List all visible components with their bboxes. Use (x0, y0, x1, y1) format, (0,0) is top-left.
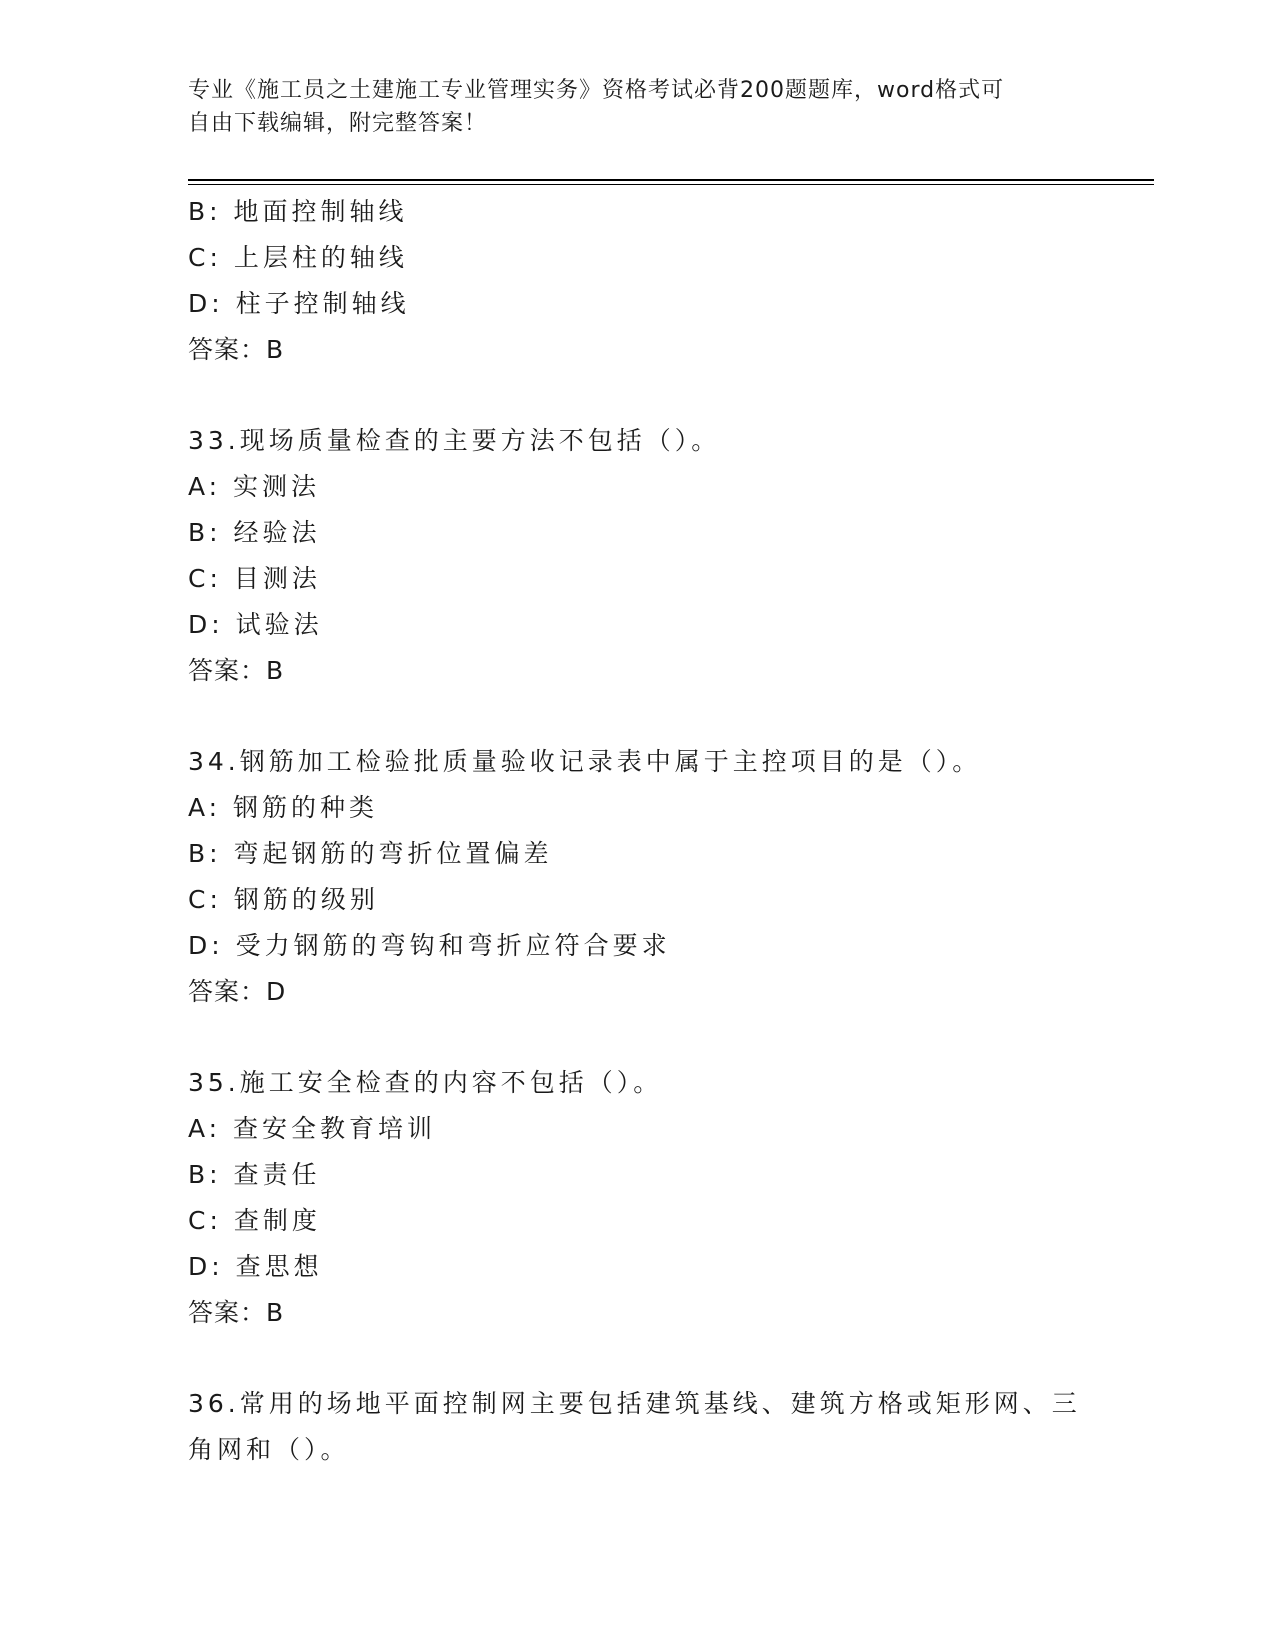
answer: 答案：B (188, 335, 285, 364)
option-c: C: 查制度 (188, 1206, 321, 1235)
option-b: B: 经验法 (188, 518, 321, 547)
answer: 答案：D (188, 977, 287, 1006)
option-d: D: 受力钢筋的弯钩和弯折应符合要求 (188, 931, 671, 960)
option-d: D: 试验法 (188, 610, 323, 639)
spacer (188, 373, 1108, 418)
option-a: A: 钢筋的种类 (188, 793, 379, 822)
question-stem: 35.施工安全检查的内容不包括（）。 (188, 1068, 663, 1097)
question-35 (188, 1060, 1108, 1336)
header-divider-thick (188, 179, 1154, 181)
question-stem: 34.钢筋加工检验批质量验收记录表中属于主控项目的是（）。 (188, 747, 982, 776)
header-line-1: 专业《施工员之土建施工专业管理实务》资格考试必背200题题库，word格式可 (188, 78, 1005, 103)
option-b: B: 地面控制轴线 (188, 197, 408, 226)
question-list (188, 189, 1108, 1473)
question-34 (188, 739, 1108, 1015)
header-line-2: 自由下载编辑，附完整答案！ (188, 111, 488, 136)
option-c: C: 钢筋的级别 (188, 885, 379, 914)
option-a: A: 查安全教育培训 (188, 1114, 437, 1143)
option-a: A: 实测法 (188, 472, 321, 501)
option-d: D: 柱子控制轴线 (188, 289, 410, 318)
document-header (188, 74, 1068, 140)
question-stem: 33.现场质量检查的主要方法不包括（）。 (188, 426, 721, 455)
question-33 (188, 418, 1108, 694)
question-stem-line-1: 36.常用的场地平面控制网主要包括建筑基线、建筑方格或矩形网、三 (188, 1389, 1081, 1418)
question-36 (188, 1381, 1108, 1473)
question-stem-line-2: 角网和（）。 (188, 1435, 350, 1464)
spacer (188, 1336, 1108, 1381)
question-32-tail (188, 189, 1108, 373)
option-b: B: 弯起钢筋的弯折位置偏差 (188, 839, 553, 868)
spacer (188, 694, 1108, 739)
option-b: B: 查责任 (188, 1160, 321, 1189)
answer: 答案：B (188, 1298, 285, 1327)
option-c: C: 目测法 (188, 564, 321, 593)
option-d: D: 查思想 (188, 1252, 323, 1281)
spacer (188, 1015, 1108, 1060)
header-divider-thin (188, 184, 1154, 185)
answer: 答案：B (188, 656, 285, 685)
option-c: C: 上层柱的轴线 (188, 243, 408, 272)
